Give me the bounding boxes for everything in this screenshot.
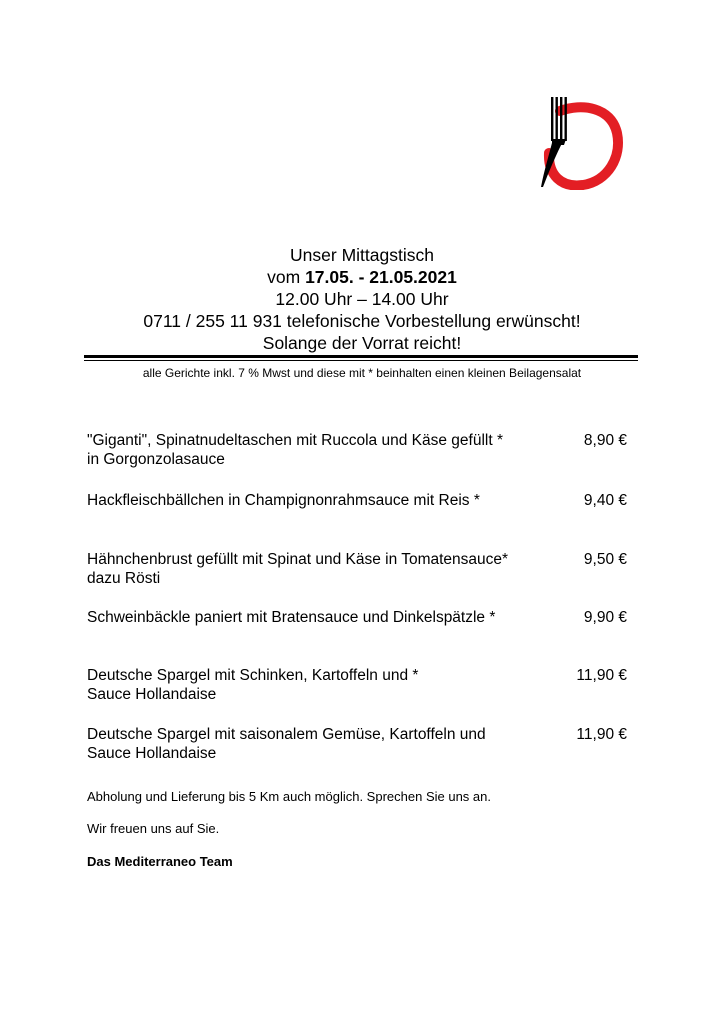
- team-signature: Das Mediterraneo Team: [87, 854, 233, 869]
- menu-header: [0, 244, 724, 354]
- menu-item-name: "Giganti", Spinatnudeltaschen mit Ruccola und Käse gefüllt * in Gorgonzolasauce: [87, 432, 503, 468]
- fork-circle-logo: [526, 95, 626, 190]
- menu-item-price: 8,90 €: [583, 432, 627, 449]
- delivery-note: Abholung und Lieferung bis 5 Km auch möglich. Sprechen Sie uns an.: [87, 789, 491, 804]
- menu-item-price: 9,50 €: [583, 551, 627, 568]
- greeting: Wir freuen uns auf Sie.: [87, 821, 220, 836]
- menu-title: Unser Mittagstisch: [290, 245, 434, 265]
- date-range-dates: 17.05. - 21.05.2021: [305, 267, 457, 287]
- tax-note: alle Gerichte inkl. 7 % Mwst und diese mit * beinhalten einen kleinen Beilagensalat: [142, 366, 582, 380]
- divider-thin: [84, 360, 638, 361]
- menu-item-name: Deutsche Spargel mit saisonalem Gemüse, Kartoffeln und Sauce Hollandaise: [87, 726, 486, 762]
- date-range: vom 17.05. - 21.05.2021: [267, 267, 457, 287]
- phone-preorder: 0711 / 255 11 931 telefonische Vorbestellung erwünscht!: [143, 311, 581, 331]
- menu-item-name: Schweinbäckle paniert mit Bratensauce und Dinkelspätzle *: [87, 609, 496, 626]
- while-stocks-last: Solange der Vorrat reicht!: [262, 333, 462, 353]
- menu-item-price: 11,90 €: [576, 667, 627, 684]
- menu-item-price: 11,90 €: [576, 726, 627, 743]
- menu-item-name: Deutsche Spargel mit Schinken, Kartoffeln und * Sauce Hollandaise: [87, 667, 419, 703]
- menu-item-price: 9,90 €: [583, 609, 627, 626]
- serving-hours: 12.00 Uhr – 14.00 Uhr: [275, 289, 449, 309]
- menu-item-name: Hähnchenbrust gefüllt mit Spinat und Käse in Tomatensauce* dazu Rösti: [87, 551, 509, 587]
- menu-item-price: 9,40 €: [583, 492, 627, 509]
- divider-thick: [84, 355, 638, 358]
- menu-item-name: Hackfleischbällchen in Champignonrahmsauce mit Reis *: [87, 492, 480, 509]
